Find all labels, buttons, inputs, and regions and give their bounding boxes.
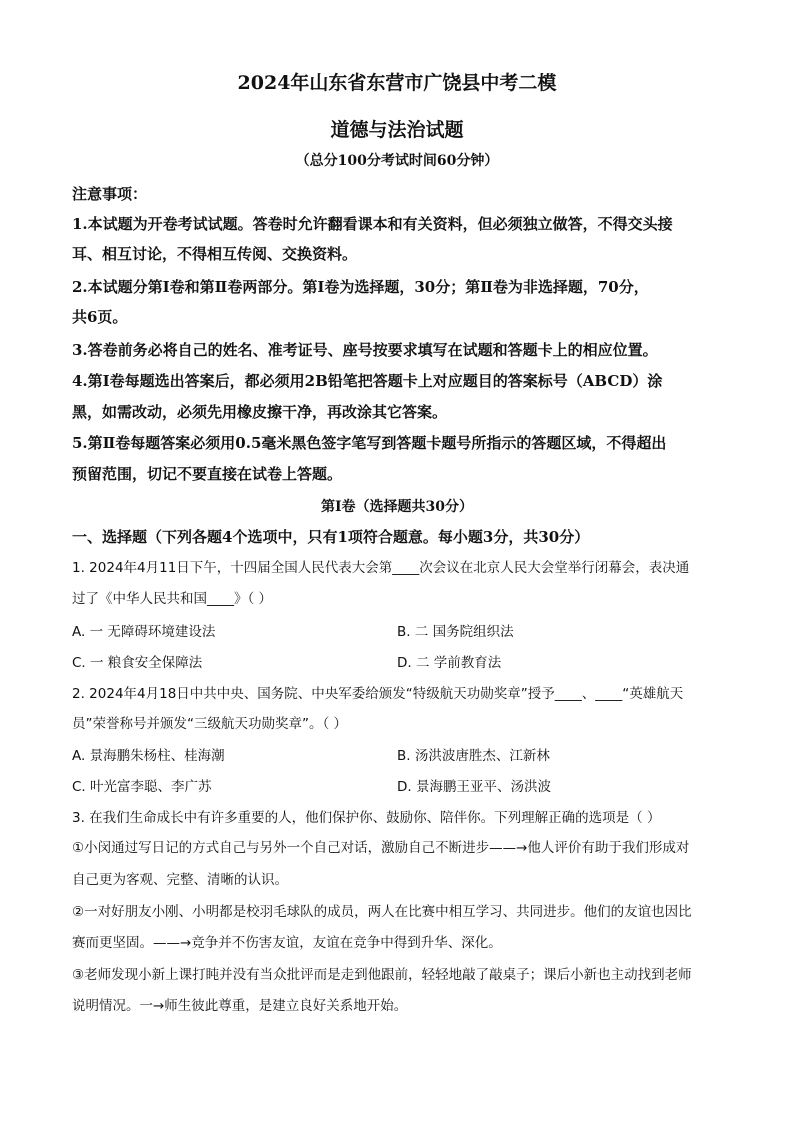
question-2-option-d: D. 景海鹏王亚平、汤洪波 [397,779,551,795]
notes-line: 黑，如需改动，必须先用橡皮擦干净，再改涂其它答案。 [72,403,448,421]
question-3-line: 赛而更坚固。——→竞争并不伤害友谊，友谊在竞争中得到升华、深化。 [72,935,502,951]
exam-meta: （总分100分考试时间60分钟） [295,153,499,169]
section-heading: 一、选择题（下列各题4个选项中，只有1项符合题意。每小题3分，共30分） [72,528,590,546]
exam-subject: 道德与法治试题 [330,119,464,141]
question-1-option-c: C. 一 粮食安全保障法 [72,655,203,671]
exam-title: 2024年山东省东营市广饶县中考二模 [237,72,557,94]
part1-title: 第Ⅰ卷（选择题共30分） [320,499,474,515]
question-2-line: 员”荣誉称号并颁发“三级航天功勋奖章”。（ ） [72,716,348,732]
question-3-line: 3. 在我们生命成长中有许多重要的人，他们保护你、鼓励你、陪伴你。下列理解正确的选项是（ ） [72,810,661,826]
question-2-option-a: A. 景海鹏朱杨柱、桂海潮 [72,748,225,764]
notes-line: 预留范围，切记不要直接在试卷上答题。 [72,465,343,483]
question-3-line: 说明情况。一→师生彼此尊重，是建立良好关系地开始。 [72,998,408,1014]
notes-line: 5.第Ⅱ卷每题答案必须用0.5毫米黑色签字笔写到答题卡题号所指示的答题区域，不得超出 [72,434,667,452]
question-2-line: 2. 2024年4月18日中共中央、国务院、中央军委给颁发“特级航天功勋奖章”授予____、____“英雄航天 [72,686,684,702]
question-3-line: ②一对好朋友小刚、小明都是校羽毛球队的成员，两人在比赛中相互学习、共同进步。他们的友谊也因比 [72,904,692,920]
question-1-line: 过了《中华人民共和国____》（ ） [72,591,273,607]
notes-line: 3.答卷前务必将自己的姓名、准考证号、座号按要求填写在试题和答题卡上的相应位置。 [72,341,658,359]
notes-line: 共6页。 [72,308,128,326]
question-1-option-d: D. 二 学前教育法 [397,655,502,671]
notes-line: 2.本试题分第Ⅰ卷和第Ⅱ卷两部分。第Ⅰ卷为选择题，30分；第Ⅱ卷为非选择题，70分， [72,278,649,296]
question-1-line: 1. 2024年4月11日下午，十四届全国人民代表大会第____次会议在北京人民大会堂举行闭幕会，表决通 [72,560,690,576]
question-1-option-a: A. 一 无障碍环境建设法 [72,624,216,640]
notes-line: 耳、相互讨论，不得相互传阅、交换资料。 [72,245,358,263]
question-3-line: ③老师发现小新上课打盹并没有当众批评而是走到他跟前，轻轻地敲了敲桌子；课后小新也主动找到老师 [72,967,692,983]
question-2-option-b: B. 汤洪波唐胜杰、江新林 [397,748,550,764]
question-1-option-b: B. 二 国务院组织法 [397,624,514,640]
question-2-option-c: C. 叶光富李聪、李广苏 [72,779,212,795]
notes-line: 4.第Ⅰ卷每题选出答案后，都必须用2B铅笔把答题卡上对应题目的答案标号（ABCD）涂 [72,372,663,390]
notes-heading: 注意事项： [72,185,148,203]
question-3-line: ①小闵通过写日记的方式自己与另外一个自己对话，激励自己不断进步——→他人评价有助于我们形成对 [72,840,690,856]
question-3-line: 自己更为客观、完整、清晰的认识。 [72,872,288,888]
notes-line: 1.本试题为开卷考试试题。答卷时允许翻看课本和有关资料，但必须独立做答，不得交头接 [72,215,673,233]
